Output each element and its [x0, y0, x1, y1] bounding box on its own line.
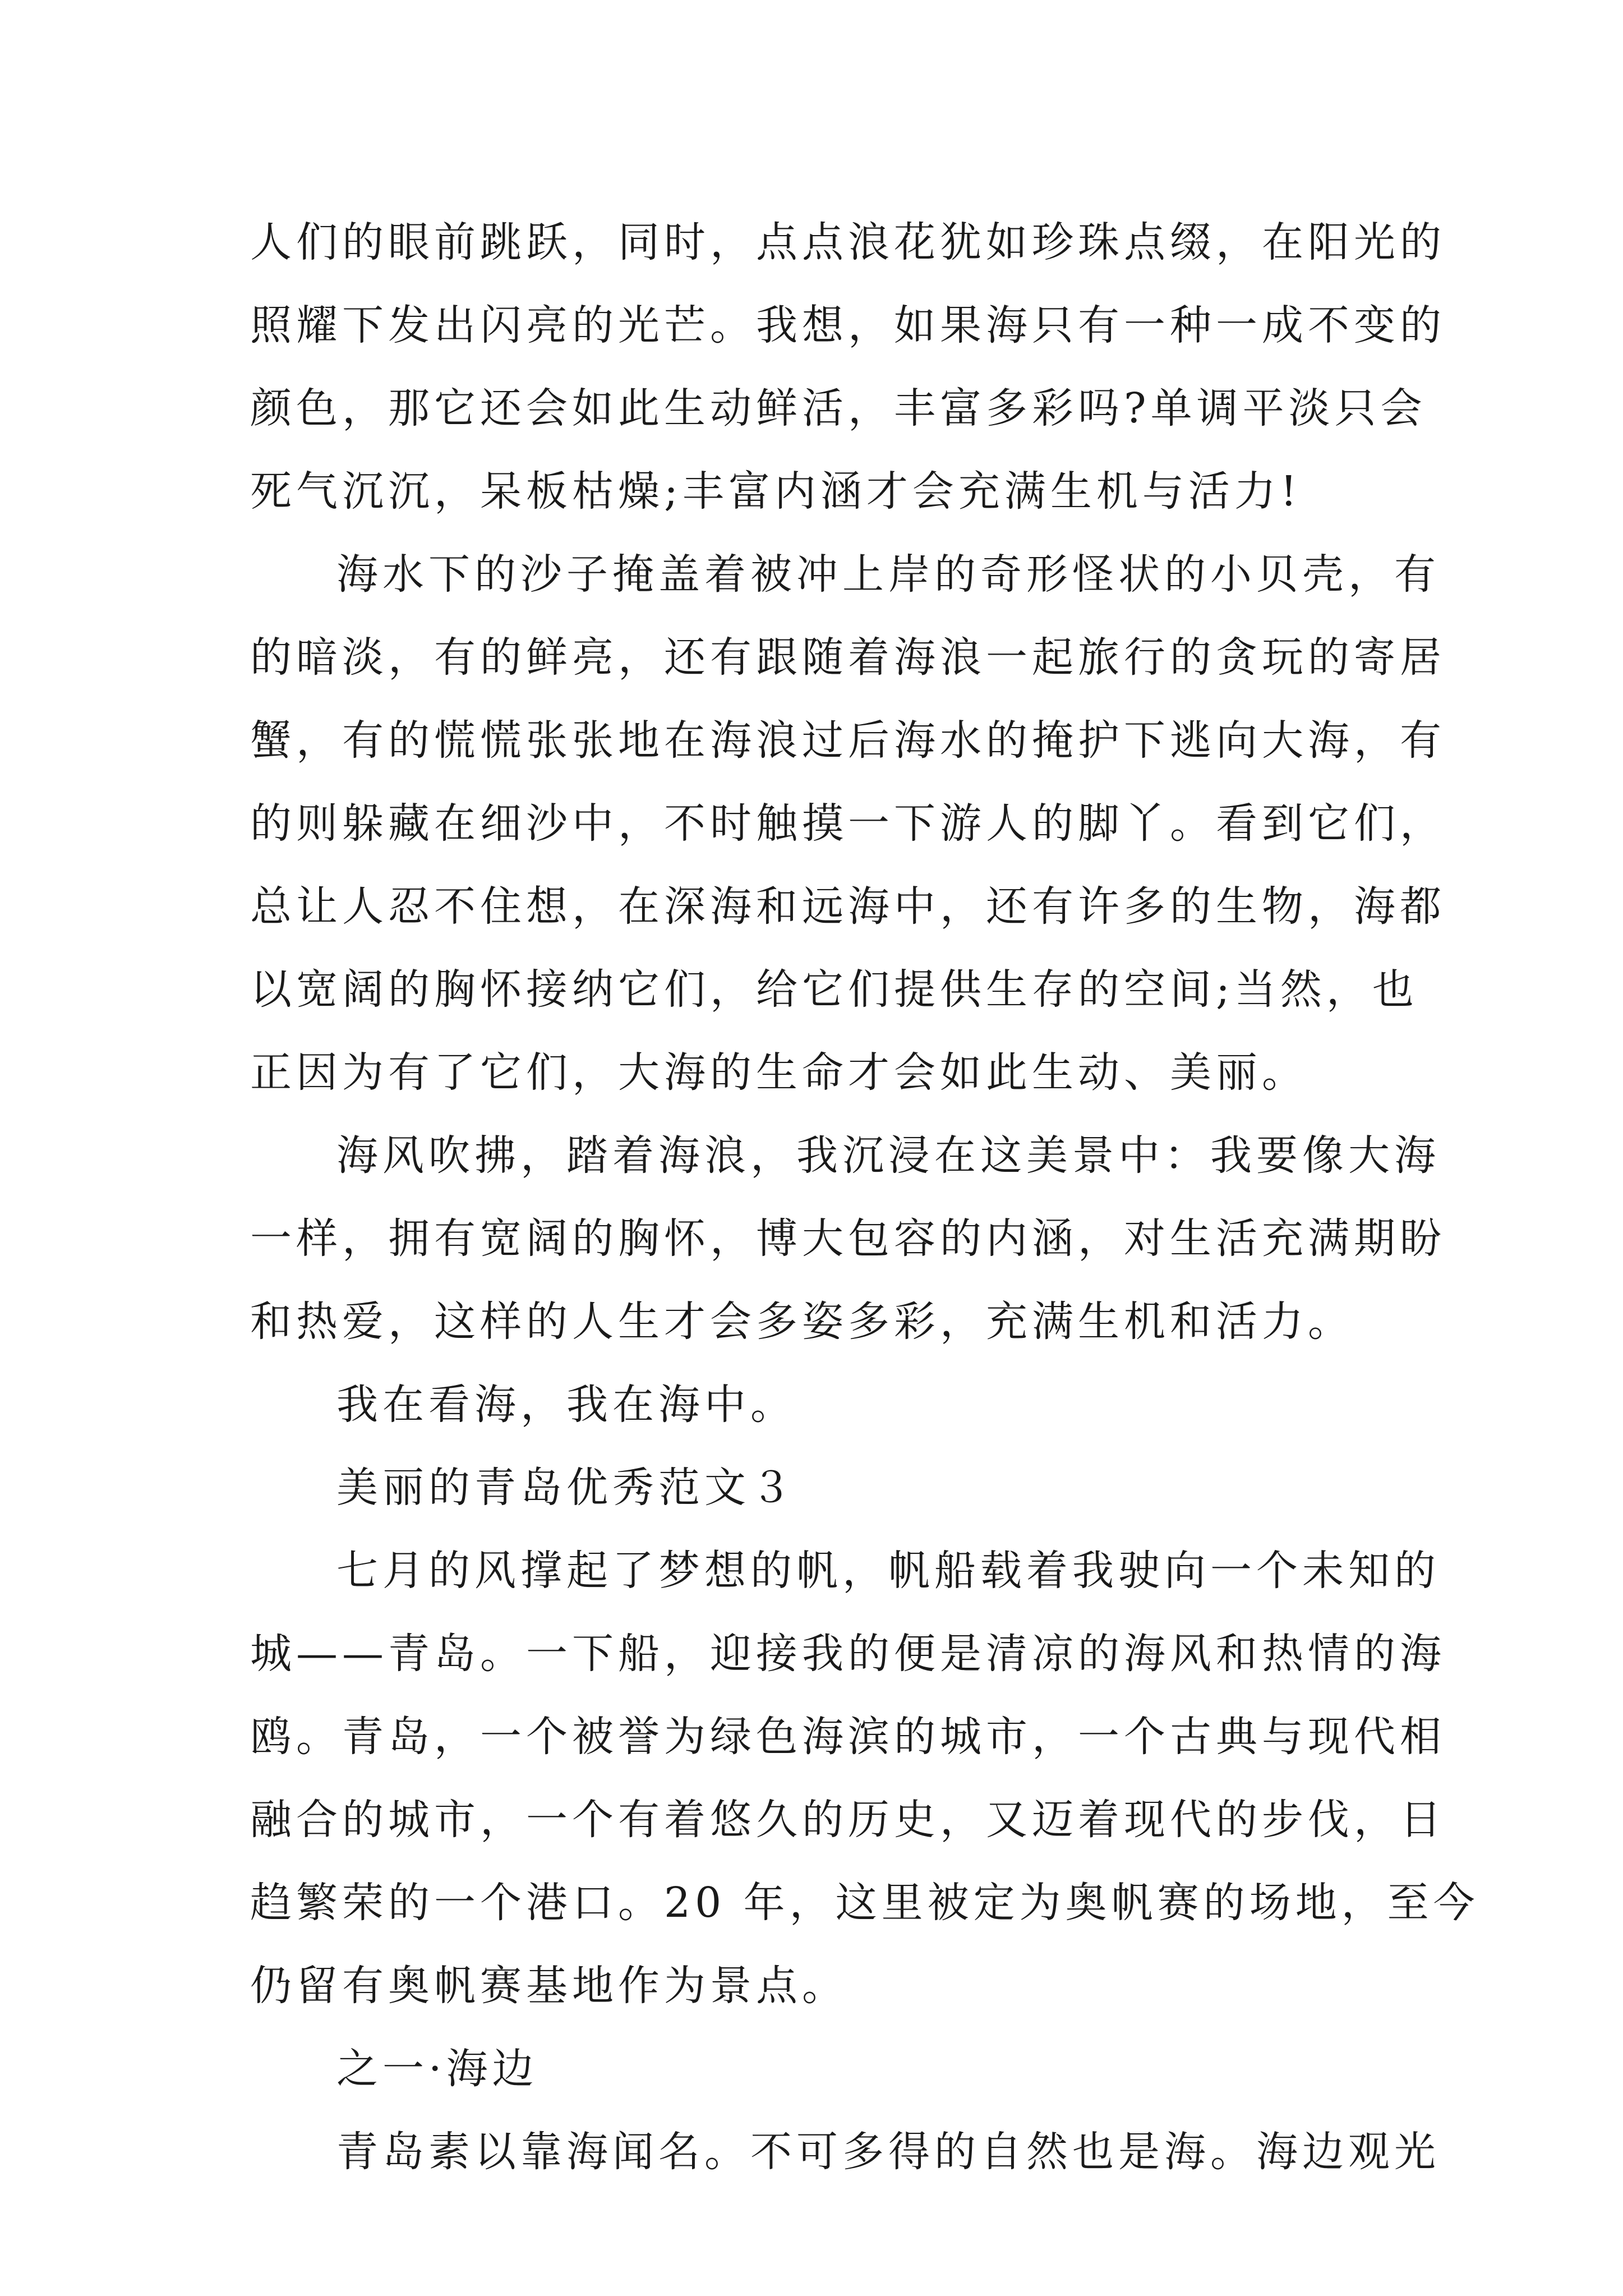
- paragraph-line: 蟹，有的慌慌张张地在海浪过后海水的掩护下逃向大海，有: [250, 716, 1446, 765]
- paragraph-line: 照耀下发出闪亮的光芒。我想，如果海只有一种一成不变的: [250, 301, 1446, 349]
- subsection-heading: 之一·海边: [336, 2045, 538, 2093]
- paragraph-line: 仍留有奥帆赛基地作为景点。: [250, 1962, 848, 2010]
- paragraph-line: 七月的风撑起了梦想的帆，帆船载着我驶向一个未知的: [336, 1547, 1440, 1595]
- paragraph-line: 人们的眼前跳跃，同时，点点浪花犹如珍珠点缀，在阳光的: [250, 218, 1446, 266]
- paragraph-line: 的暗淡，有的鲜亮，还有跟随着海浪一起旅行的贪玩的寄居: [250, 633, 1446, 682]
- paragraph-line: 融合的城市，一个有着悠久的历史，又迈着现代的步伐，日: [250, 1796, 1446, 1844]
- paragraph-line: 和热爱，这样的人生才会多姿多彩，充满生机和活力。: [250, 1297, 1354, 1346]
- paragraph-line: 以宽阔的胸怀接纳它们，给它们提供生存的空间;当然，也: [250, 965, 1418, 1014]
- paragraph-line: 我在看海，我在海中。: [336, 1381, 796, 1429]
- section-heading: 美丽的青岛优秀范文３: [336, 1464, 796, 1512]
- paragraph-line: 正因为有了它们，大海的生命才会如此生动、美丽。: [250, 1048, 1308, 1097]
- paragraph-line: 死气沉沉，呆板枯燥;丰富内涵才会充满生机与活力!: [250, 467, 1302, 516]
- paragraph-line: 一样，拥有宽阔的胸怀，博大包容的内涵，对生活充满期盼: [250, 1214, 1446, 1263]
- paragraph-line: 青岛素以靠海闻名。不可多得的自然也是海。海边观光: [336, 2128, 1440, 2176]
- paragraph-line: 总让人忍不住想，在深海和远海中，还有许多的生物，海都: [250, 882, 1446, 931]
- paragraph-line: 城——青岛。一下船，迎接我的便是清凉的海风和热情的海: [250, 1630, 1446, 1678]
- paragraph-line: 鸥。青岛，一个被誉为绿色海滨的城市，一个古典与现代相: [250, 1713, 1446, 1761]
- paragraph-line: 颜色，那它还会如此生动鲜活，丰富多彩吗?单调平淡只会: [250, 384, 1427, 432]
- paragraph-line: 的则躲藏在细沙中，不时触摸一下游人的脚丫。看到它们，: [250, 799, 1446, 848]
- paragraph-line: 海水下的沙子掩盖着被冲上岸的奇形怪状的小贝壳，有: [336, 550, 1440, 599]
- paragraph-line: 趋繁荣的一个港口。20 年，这里被定为奥帆赛的场地，至今: [250, 1879, 1479, 1927]
- paragraph-line: 海风吹拂，踏着海浪，我沉浸在这美景中：我要像大海: [336, 1131, 1440, 1180]
